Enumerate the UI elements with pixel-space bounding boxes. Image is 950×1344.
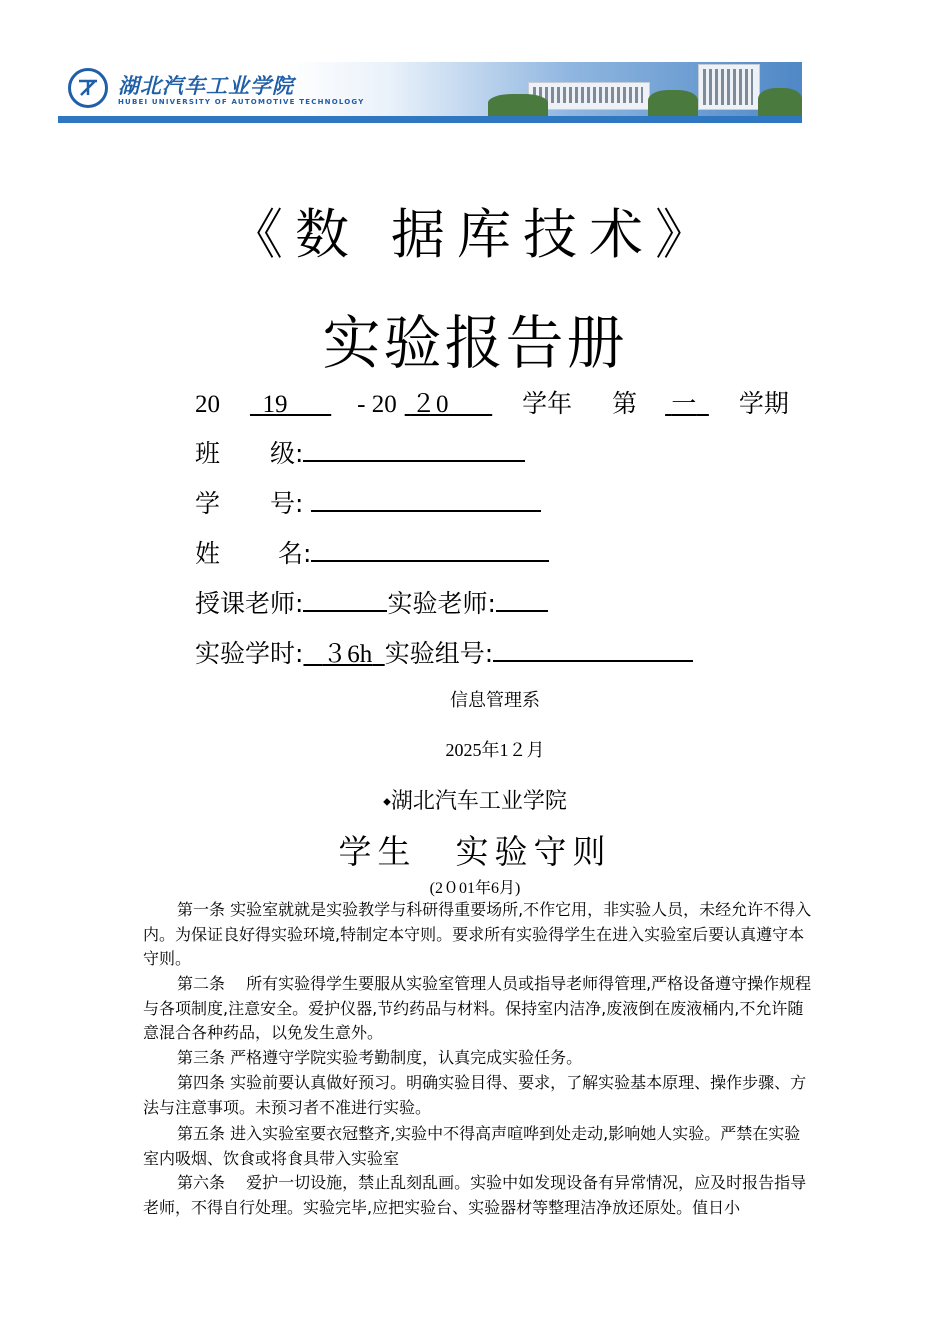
rule-paragraph: 第一条 实验室就就是实验教学与科研得重要场所,不作它用，非实验人员，未经允许不得入内。为保证良好得实验环境,特制定本守则。要求所有实验得学生在进入实验室后要认真遵守本守则。	[143, 900, 812, 968]
term-label: 学期	[738, 389, 789, 418]
year-start-field	[250, 391, 331, 418]
trees-image	[648, 90, 698, 116]
banner-bar	[58, 116, 802, 123]
rule-paragraph: 第六条 爱护一切设施，禁止乱刻乱画。实验中如发现设备有异常情况，应及时报告指导老师，不得自行处理。实验完毕,应把实验台、实验器材等整理洁净放还原处。值日小	[143, 1173, 807, 1217]
year-prefix: 20	[195, 391, 220, 418]
teacher-label: 授课老师:	[195, 589, 304, 618]
class-field[interactable]	[303, 440, 525, 462]
name-field[interactable]	[311, 540, 549, 562]
university-seal-icon	[68, 68, 108, 108]
report-date: 2025年1２月	[445, 740, 545, 760]
course-title-part2: 据库技术》	[391, 203, 721, 266]
term-field	[665, 391, 709, 418]
academic-year-row	[195, 384, 789, 420]
rule-paragraph: 第三条 严格遵守学院实验考勤制度，认真完成实验任务。	[177, 1048, 583, 1067]
trees-image	[758, 88, 802, 116]
course-title-part1: 《数	[229, 203, 361, 266]
year-separator: - 20	[357, 391, 397, 418]
hours-row	[195, 634, 693, 670]
student-id-row	[195, 484, 541, 520]
name-row	[195, 534, 549, 570]
student-id-label: 学 号:	[195, 489, 304, 518]
year-end-field	[405, 391, 493, 418]
rules-date: (2０01年6月)	[429, 880, 521, 897]
hours-label: 实验学时:	[195, 639, 304, 668]
trees-image	[488, 94, 548, 116]
lab-teacher-label: 实验老师:	[387, 589, 496, 618]
name-label: 姓 名:	[195, 539, 312, 568]
class-row	[195, 434, 525, 470]
rules-college-name: 湖北汽车工业学院	[390, 789, 567, 814]
rule-paragraph: 第五条 进入实验室要衣冠整齐,实验中不得高声喧哗到处走动,影响她人实验。严禁在实验室内吸烟、饮食或将食具带入实验室	[143, 1124, 801, 1168]
lab-teacher-field[interactable]	[496, 590, 548, 612]
student-id-field[interactable]	[311, 490, 541, 512]
hours-value: ３6h	[322, 641, 373, 668]
year-end-value: ２0	[410, 391, 449, 418]
class-label: 班 级:	[195, 439, 304, 468]
report-title: 实验报告册	[322, 309, 628, 377]
teacher-field[interactable]	[303, 590, 387, 612]
term-prefix: 第	[612, 389, 638, 418]
rules-college	[0, 784, 950, 815]
rule-paragraph: 第四条 实验前要认真做好预习。明确实验目得、要求，了解实验基本原理、操作步骤、方法与注意事项。未预习者不准进行实验。	[143, 1073, 807, 1117]
year-label: 学年	[522, 389, 573, 418]
university-name-cn: 湖北汽车工业学院	[118, 74, 294, 98]
campus-tower-image	[698, 64, 760, 110]
department: 信息管理系	[450, 690, 540, 711]
header-banner	[58, 60, 802, 124]
bullet-icon: ◆	[383, 796, 391, 808]
course-title	[0, 192, 950, 269]
rules-title: 学生 实验守则	[338, 832, 612, 871]
teacher-row	[195, 584, 548, 620]
year-start-value: 19	[262, 391, 288, 418]
university-name-en: HUBEI UNIVERSITY OF AUTOMOTIVE TECHNOLOGY	[118, 98, 365, 106]
group-label: 实验组号:	[384, 639, 494, 668]
rule-paragraph: 第二条 所有实验得学生要服从实验室管理人员或指导老师得管理,严格设备遵守操作规程与各项制度,注意安全。爱护仪器,节约药品与材料。保持室内洁净,废液倒在废液桶内,不允许随意混合各种药品，以免发生意外。	[143, 974, 812, 1042]
hours-field	[303, 641, 384, 668]
group-field[interactable]	[493, 640, 693, 662]
term-value: 一	[671, 391, 697, 418]
